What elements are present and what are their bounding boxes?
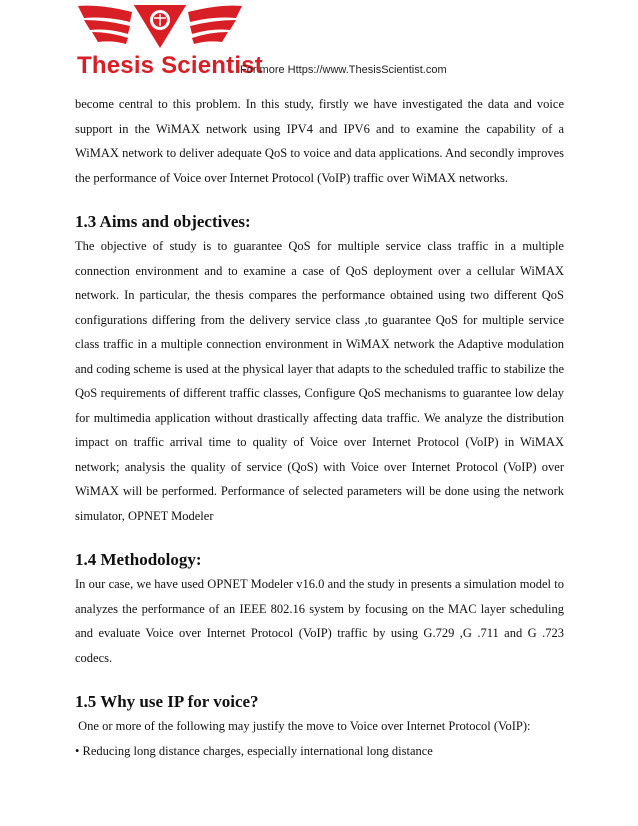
document-body [75,92,564,763]
winged-shield-logo-icon [70,0,250,56]
intro-paragraph: become central to this problem. In this study, firstly we have investigated the data and voice support in the WiMAX network using IPV4 and IPV6 and to examine the capability of a WiMAX network to deliver adequate QoS to voice and data applications. And secondly improves the performance of Voice over Internet Protocol (VoIP) traffic over WiMAX networks. [75,97,564,185]
bullet-item: • Reducing long distance charges, especially international long distance [75,743,433,758]
header-url-link[interactable]: For more Https://www.ThesisScientist.com [240,64,447,76]
section-heading-aims: 1.3 Aims and objectives: [75,212,251,231]
page-header [0,0,638,88]
section-heading-methodology: 1.4 Methodology: [75,550,202,569]
why-ip-paragraph: One or more of the following may justify the move to Voice over Internet Protocol (VoIP): [75,719,531,733]
section-aims [75,210,564,528]
section-why-ip-voice [75,690,564,763]
brand-name: Thesis Scientist [77,52,263,79]
section-methodology [75,548,564,670]
section-heading-why-ip: 1.5 Why use IP for voice? [75,692,259,711]
aims-paragraph: The objective of study is to guarantee QoS for multiple service class traffic in a multiple connection environment and to examine a case of QoS deployment over a cellular WiMAX network. In particular, the thesis compares the performance obtained using two different QoS configurations differing from the delivery service class ,to guarantee QoS for multiple service class traffic in a multiple connection environment in WiMAX network the Adaptive modulation and coding scheme is used at the physical layer that adapts to the scheduled traffic to stabilize the QoS requirements of different traffic classes, Configure QoS mechanisms to guarantee low delay for multimedia application without drastically affecting data traffic. We analyze the distribution impact on traffic arrival time to quality of Voice over Internet Protocol (VoIP) in WiMAX network; analysis the quality of service (QoS) with Voice over Internet Protocol (VoIP) over WiMAX will be performed. Performance of selected parameters will be done using the network simulator, OPNET Modeler [75,239,564,523]
methodology-paragraph: In our case, we have used OPNET Modeler v16.0 and the study in presents a simulation model to analyzes the performance of an IEEE 802.16 system by focusing on the MAC layer scheduling and evaluate Voice over Internet Protocol (VoIP) traffic by using G.729 ,G .711 and G .723 codecs. [75,577,564,665]
